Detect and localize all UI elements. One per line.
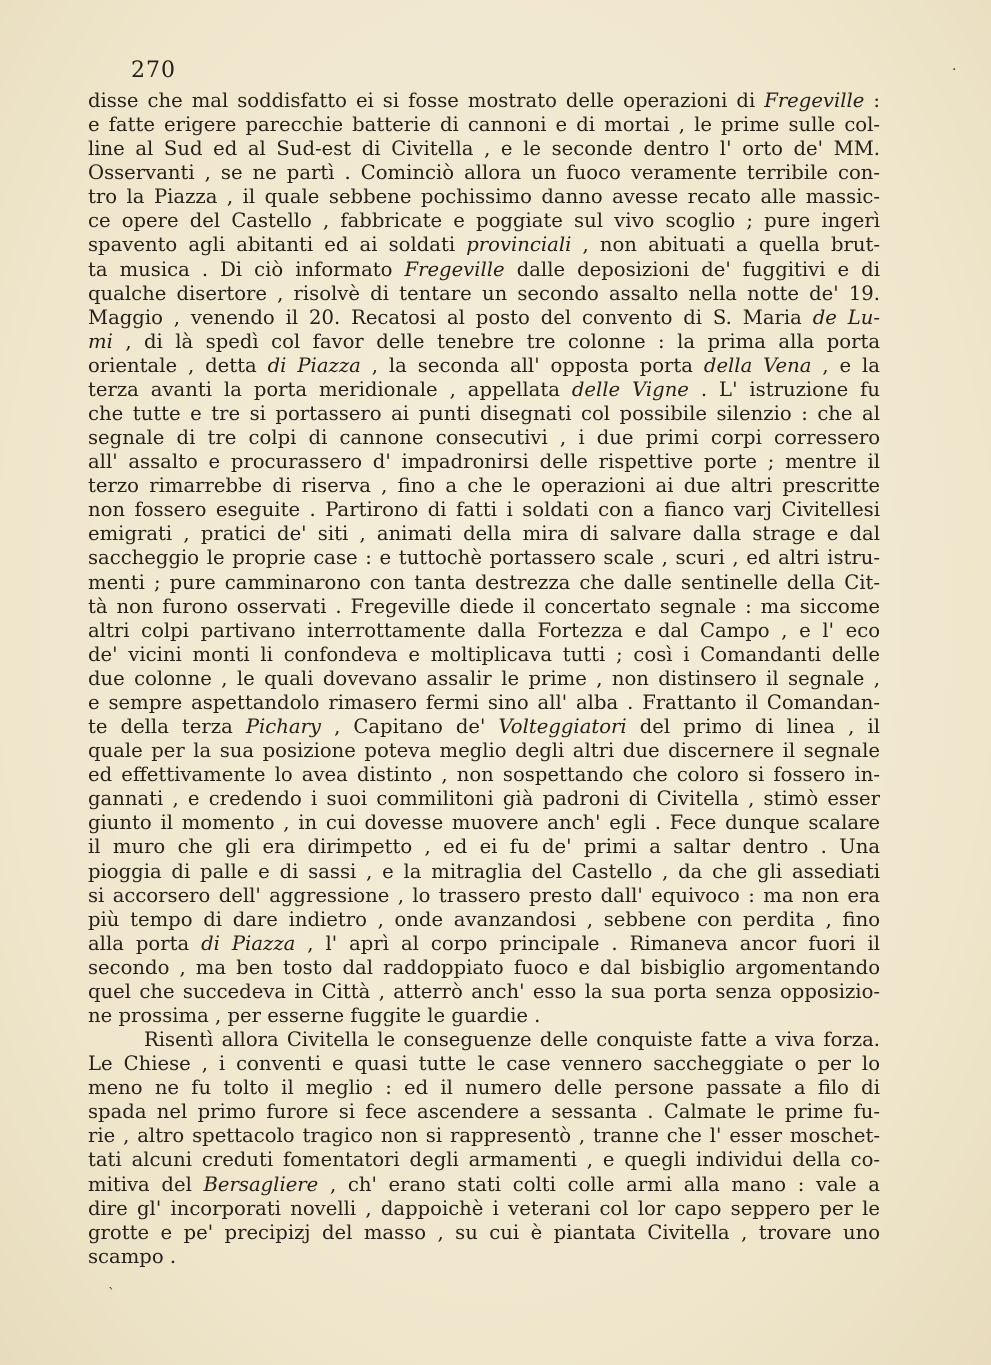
line-segment: spavento agli abitanti ed ai soldati: [88, 233, 467, 257]
italic-term: provinciali: [466, 233, 572, 257]
italic-term: Volteggiatori: [498, 715, 627, 739]
text-line: [88, 137, 880, 161]
line-segment: dalle deposizioni de' fuggitivi e di: [504, 257, 880, 281]
line-segment: terzo rimarrebbe di riserva , fino a che le operazioni ai due altri prescritte: [88, 474, 880, 498]
line-segment: e fatte erigere parecchie batterie di cannoni e di mortai , le prime sulle col-: [88, 113, 880, 137]
line-segment: tati alcuni creduti fomentatori degli armamenti , e quegli individui della co-: [88, 1148, 880, 1172]
line-segment: , e la: [811, 353, 880, 377]
line-segment: . L' istruzione fu: [688, 377, 880, 401]
text-line: [88, 739, 880, 763]
text-line: [88, 161, 880, 185]
line-segment: meno ne fu tolto il meglio : ed il numero delle persone passate a filo di: [88, 1076, 880, 1100]
text-line: [88, 571, 880, 595]
line-segment: ce opere del Castello , fabbricate e poggiate sul vivo scoglio ; pure ingerì: [88, 209, 880, 233]
italic-term: Pichary: [245, 715, 322, 739]
page-number: 270: [131, 58, 176, 83]
text-line: [88, 185, 880, 209]
text-line: [88, 1100, 880, 1124]
line-segment: :: [864, 89, 880, 112]
line-segment: disse che mal soddisfatto ei si fosse mostrato delle operazioni di: [88, 89, 765, 112]
line-segment: Maggio , venendo il 20. Recatosi al posto del convento di S. Maria: [88, 305, 813, 329]
text-line: [88, 811, 880, 835]
text-line: [88, 908, 880, 932]
line-segment: tro la Piazza , il quale sebbene pochissimo danno avesse recato alle massic-: [88, 185, 880, 209]
text-line: [88, 546, 880, 570]
line-segment: dire gl' incorporati novelli , dappoichè i veterani col lor capo seppero per le: [88, 1196, 880, 1220]
text-line: [88, 233, 880, 257]
text-line: [88, 89, 880, 113]
line-segment: , non abituati a quella brut-: [571, 233, 880, 257]
text-line: [88, 980, 880, 1004]
text-line: [88, 884, 880, 908]
text-line: [88, 426, 880, 450]
italic-term: Fregeville: [764, 89, 865, 112]
text-line: [88, 715, 880, 739]
line-segment: più tempo di dare indietro , onde avanzandosi , sebbene con perdita , fino: [88, 907, 880, 931]
text-line: [88, 113, 880, 137]
text-line: [88, 282, 880, 306]
line-segment: altri colpi partivano interrottamente dalla Fortezza e dal Campo , e l' eco: [88, 618, 880, 642]
text-line: [88, 258, 880, 282]
body-text: [88, 89, 880, 1269]
line-segment: , Capitano de': [321, 715, 499, 739]
text-line: [88, 1173, 880, 1197]
line-segment: tà non furono osservati . Fregeville diede il concertato segnale : ma siccome: [88, 594, 880, 618]
line-segment: ta musica . Di ciò informato: [88, 257, 405, 281]
text-line: [88, 1052, 880, 1076]
line-segment: che tutte e tre si portassero ai punti disegnati col possibile silenzio : che al: [88, 402, 880, 426]
text-line: [88, 860, 880, 884]
line-segment: quale per la sua posizione poteva meglio degli altri due discernere il segnale: [88, 739, 880, 763]
text-line: [88, 835, 880, 859]
line-segment: line al Sud ed al Sud-est di Civitella , e le seconde dentro l' orto de' MM.: [88, 137, 880, 161]
text-line: [88, 378, 880, 402]
text-line: [88, 1028, 880, 1052]
italic-term: della Vena: [703, 353, 812, 377]
line-segment: il muro che gli era dirimpetto , ed ei fu de' primi a saltar dentro . Una: [88, 835, 880, 859]
italic-term: Bersagliere: [203, 1172, 319, 1196]
line-segment: non fossero eseguite . Partirono di fatti i soldati con a fianco varj Civitellesi: [88, 498, 880, 522]
italic-term: Fregeville: [404, 257, 505, 281]
line-segment: menti ; pure camminarono con tanta destrezza che dalle sentinelle della Cit-: [88, 570, 880, 594]
line-segment: grotte e pe' precipizj del masso , su cui è piantata Civitella , trovare uno: [88, 1220, 880, 1244]
text-line: [88, 330, 880, 354]
line-segment: ne prossima , per esserne fuggite le guardie .: [88, 1003, 541, 1027]
line-segment: del primo di linea , il: [626, 715, 880, 739]
line-segment: terza avanti la porta meridionale , appellata: [88, 377, 572, 401]
line-segment: pioggia di palle e di sassi , e la mitraglia del Castello , da che gli assediati: [88, 859, 880, 883]
text-line: [88, 1124, 880, 1148]
line-segment: Osservanti , se ne partì . Cominciò allora un fuoco veramente terribile con-: [88, 161, 880, 185]
line-segment: e sempre aspettandolo rimasero fermi sino all' alba . Frattanto il Comandan-: [88, 690, 880, 714]
line-segment: gannati , e credendo i suoi commilitoni già padroni di Civitella , stimò esser: [88, 787, 880, 811]
text-line: [88, 956, 880, 980]
line-segment: , ch' erano stati colti colle armi alla mano : vale a: [318, 1172, 880, 1196]
line-segment: , di là spedì col favor delle tenebre tre colonne : la prima alla porta: [112, 329, 880, 353]
line-segment: te della terza: [88, 715, 246, 739]
line-segment: secondo , ma ben tosto dal raddoppiato fuoco e dal bisbiglio argomentando: [88, 955, 880, 979]
line-segment: , l' aprì al corpo principale . Rimaneva ancor fuori il: [295, 931, 880, 955]
text-line: [88, 1245, 880, 1269]
text-line: [88, 1148, 880, 1172]
italic-term: mi: [88, 329, 113, 353]
text-line: [88, 402, 880, 426]
text-line: [88, 932, 880, 956]
line-segment: si accorsero dell' aggressione , lo trassero presto dall' equivoco : ma non era: [88, 883, 880, 907]
line-segment: emigrati , pratici de' siti , animati della mira di salvare dalla strage e dal: [88, 522, 880, 546]
line-segment: saccheggio le proprie case : e tuttochè portassero scale , scuri , ed altri istru-: [88, 546, 880, 570]
italic-term: de Lu-: [812, 305, 880, 329]
text-line: [88, 595, 880, 619]
line-segment: Le Chiese , i conventi e quasi tutte le case vennero saccheggiate o per lo: [88, 1052, 880, 1076]
line-segment: due colonne , le quali dovevano assalir le prime , non distinsero il segnale ,: [88, 666, 880, 690]
line-segment: scampo .: [88, 1244, 177, 1268]
line-segment: Risentì allora Civitella le conseguenze delle conquiste fatte a viva forza.: [144, 1028, 880, 1052]
print-speck: `: [108, 1286, 115, 1302]
text-line: [88, 1076, 880, 1100]
text-line: [88, 1221, 880, 1245]
text-line: [88, 619, 880, 643]
text-line: [88, 306, 880, 330]
text-line: [88, 787, 880, 811]
text-line: [88, 474, 880, 498]
text-line: [88, 643, 880, 667]
line-segment: segnale di tre colpi di cannone consecutivi , i due primi corpi corressero: [88, 426, 880, 450]
text-line: [88, 667, 880, 691]
line-segment: , la seconda all' opposta porta: [360, 353, 704, 377]
line-segment: qualche disertore , risolvè di tentare un secondo assalto nella notte de' 19.: [88, 281, 880, 305]
line-segment: all' assalto e procurassero d' impadronirsi delle rispettive porte ; mentre il: [88, 450, 880, 474]
text-line: [88, 522, 880, 546]
line-segment: quel che succedeva in Città , atterrò anch' esso la sua porta senza opposizio-: [88, 979, 880, 1003]
text-line: [88, 498, 880, 522]
italic-term: delle Vigne: [571, 377, 689, 401]
text-line: [88, 209, 880, 233]
text-line: [88, 763, 880, 787]
text-line: [88, 1197, 880, 1221]
text-line: [88, 691, 880, 715]
text-line: [88, 354, 880, 378]
line-segment: spada nel primo furore si fece ascendere a sessanta . Calmate le prime fu-: [88, 1100, 880, 1124]
print-speck: ·: [952, 62, 957, 78]
line-segment: orientale , detta: [88, 353, 268, 377]
line-segment: ed effettivamente lo avea distinto , non sospettando che coloro si fossero in-: [88, 763, 880, 787]
line-segment: giunto il momento , in cui dovesse muovere anch' egli . Fece dunque scalare: [88, 811, 880, 835]
line-segment: rie , altro spettacolo tragico non si rappresentò , tranne che l' esser moschet-: [88, 1124, 880, 1148]
line-segment: mitiva del: [88, 1172, 204, 1196]
line-segment: alla porta: [88, 931, 202, 955]
text-line: [88, 1004, 880, 1028]
line-segment: de' vicini monti li confondeva e moltiplicava tutti ; così i Comandanti delle: [88, 642, 880, 666]
italic-term: di Piazza: [267, 353, 361, 377]
italic-term: di Piazza: [201, 931, 296, 955]
text-line: [88, 450, 880, 474]
